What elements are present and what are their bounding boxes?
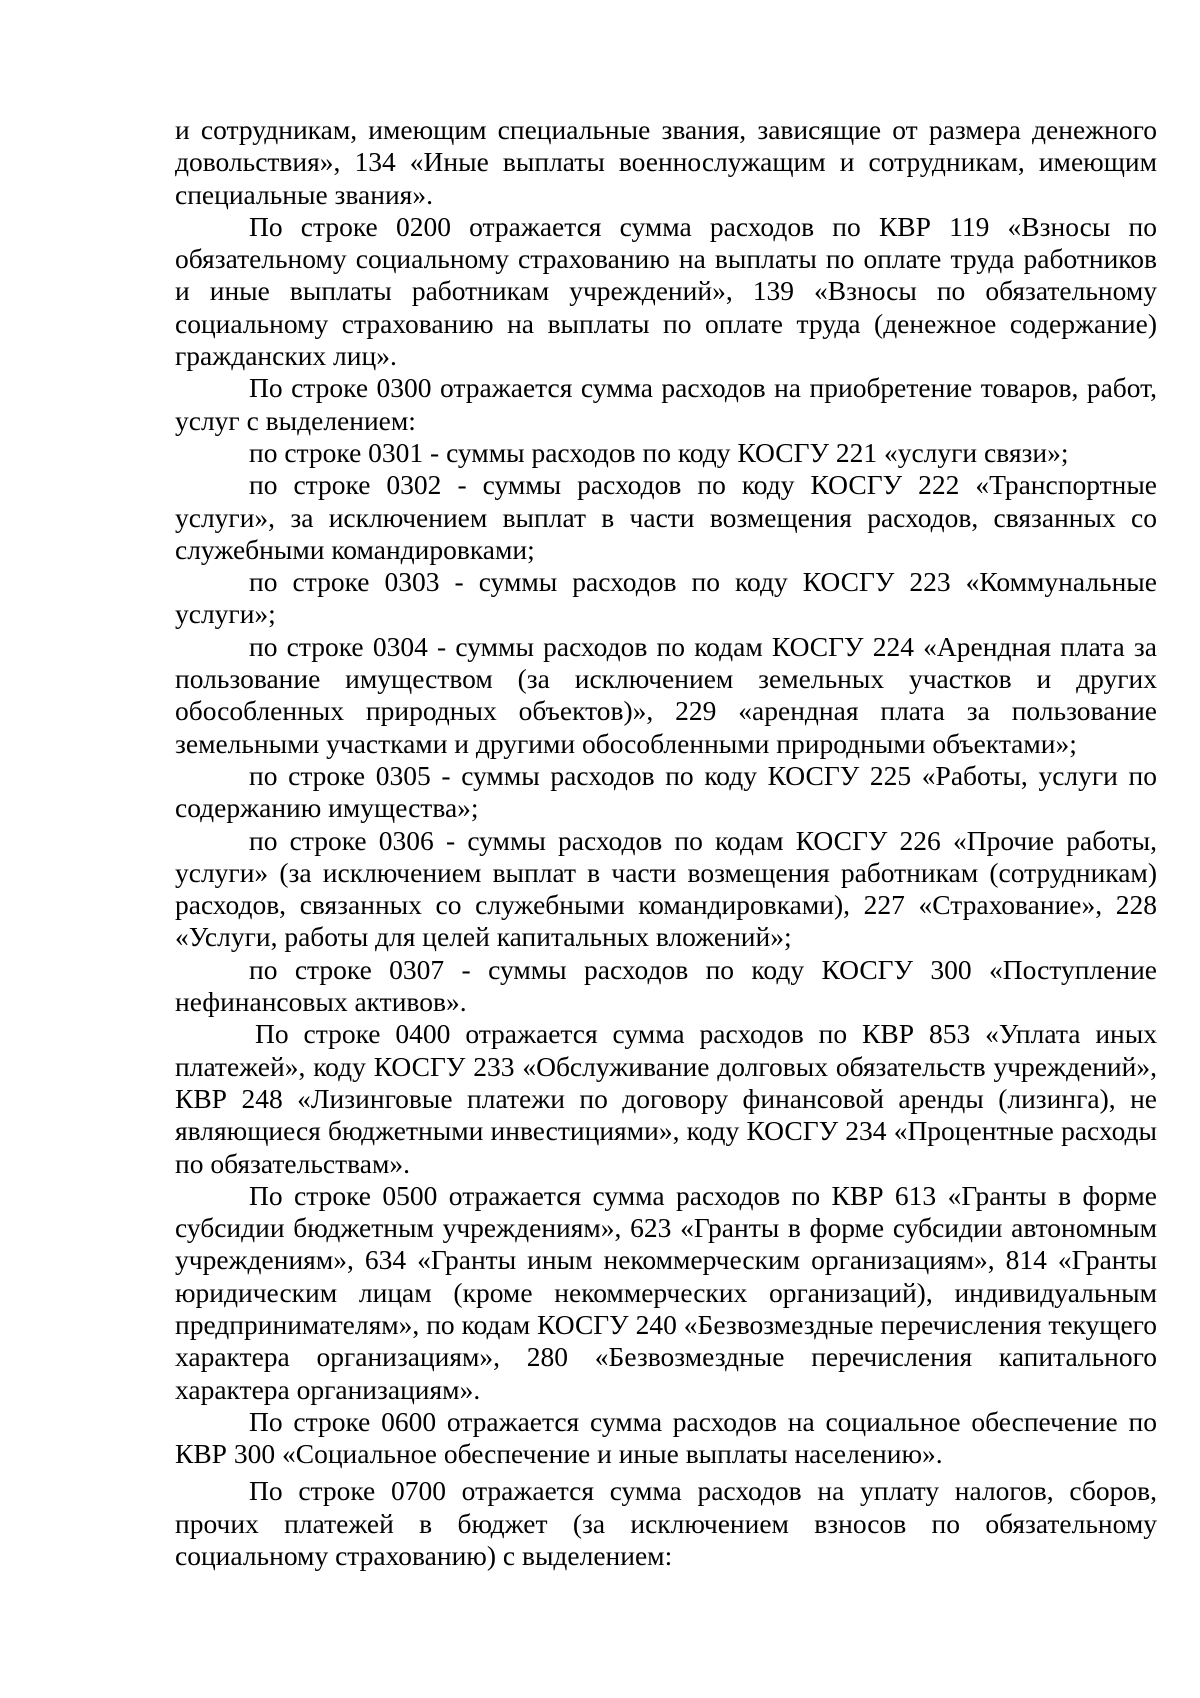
paragraph-line-0600: По строке 0600 отражается сумма расходов на социальное обеспечение по КВР 300 «Социальное обеспечение и иные выплаты населению». (175, 1405, 1157, 1470)
paragraph-line-0400: По строке 0400 отражается сумма расходов по КВР 853 «Уплата иных платежей», коду КОСГУ 233 «Обслуживание долговых обязательств учреждений», КВР 248 «Лизинговые платежи по договору финансовой аренды (лизинга), не являющиеся бюджетными инвестициями», коду КОСГУ 234 «Процентные расходы по обязательствам». (175, 1018, 1157, 1179)
paragraph-line-0305: по строке 0305 - суммы расходов по коду КОСГУ 225 «Работы, услуги по содержанию имущества»; (175, 759, 1157, 824)
paragraph-line-0307: по строке 0307 - суммы расходов по коду КОСГУ 300 «Поступление нефинансовых активов». (175, 953, 1157, 1018)
paragraph-line-0304: по строке 0304 - суммы расходов по кодам КОСГУ 224 «Арендная плата за пользование имуществом (за исключением земельных участков и других обособленных природных объектов)», 229 «арендная плата за пользование земельными участками и другими обособленными природными объектами»; (175, 630, 1157, 759)
paragraph-line-0301: по строке 0301 - суммы расходов по коду КОСГУ 221 «услуги связи»; (249, 436, 1069, 468)
document-body (175, 114, 1157, 1572)
paragraph-continuation: и сотрудникам, имеющим специальные звания, зависящие от размера денежного довольствия», 134 «Иные выплаты военнослужащим и сотрудникам, имеющим специальные звания». (175, 114, 1157, 210)
paragraph-line-0500: По строке 0500 отражается сумма расходов по КВР 613 «Гранты в форме субсидии бюджетным учреждениям», 623 «Гранты в форме субсидии автономным учреждениям», 634 «Гранты иным некоммерческим организациям», 814 «Гранты юридическим лицам (кроме некоммерческих организаций), индивидуальным предпринимателям», по кодам КОСГУ 240 «Безвозмездные перечисления текущего характера организациям», 280 «Безвозмездные перечисления капитального характера организациям». (175, 1179, 1157, 1405)
paragraph-line-0306: по строке 0306 - суммы расходов по кодам КОСГУ 226 «Прочие работы, услуги» (за исключением выплат в части возмещения работникам (сотрудникам) расходов, связанных со служебными командировками), 227 «Страхование», 228 «Услуги, работы для целей капитальных вложений»; (175, 824, 1157, 953)
paragraph-line-0303: по строке 0303 - суммы расходов по коду КОСГУ 223 «Коммунальные услуги»; (175, 566, 1157, 630)
paragraph-line-0200: По строке 0200 отражается сумма расходов по КВР 119 «Взносы по обязательному социальному страхованию на выплаты по оплате труда работников и иные выплаты работникам учреждений», 139 «Взносы по обязательному социальному страхованию на выплаты по оплате труда (денежное содержание) гражданских лиц». (175, 210, 1157, 372)
paragraph-line-0302: по строке 0302 - суммы расходов по коду КОСГУ 222 «Транспортные услуги», за исключением выплат в части возмещения расходов, связанных со служебными командировками; (175, 469, 1157, 565)
paragraph-line-0300: По строке 0300 отражается сумма расходов на приобретение товаров, работ, услуг с выделением: (175, 372, 1157, 436)
paragraph-line-0700: По строке 0700 отражается сумма расходов на уплату налогов, сборов, прочих платежей в бюджет (за исключением взносов по обязательному социальному страхованию) с выделением: (175, 1475, 1157, 1572)
